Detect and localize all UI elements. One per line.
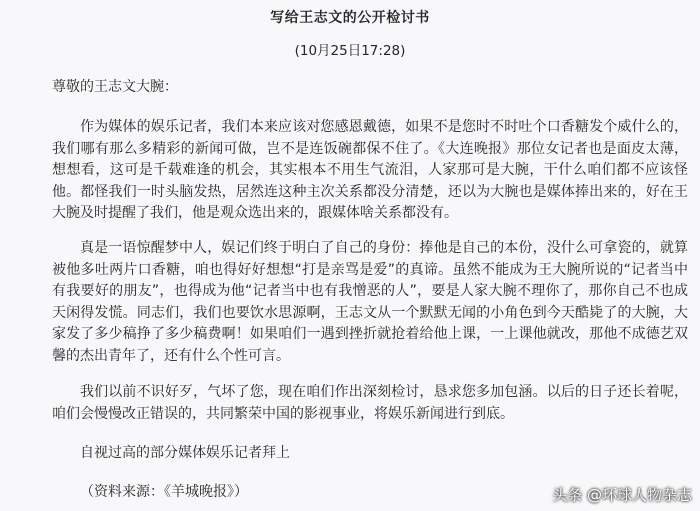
- watermark-text: 头条 @环球人物杂志: [552, 486, 692, 504]
- letter-greeting: 尊敬的王志文大腕：: [52, 79, 178, 95]
- letter-signature: 自视过高的部分媒体娱乐记者拜上: [80, 445, 290, 461]
- document-title: 写给王志文的公开检讨书: [270, 10, 430, 26]
- source-citation: （资料来源：《羊城晚报》）: [80, 484, 248, 500]
- document-date: (10月25日17:28): [294, 43, 406, 59]
- body-paragraph-1: 作为媒体的娱乐记者，我们本来应该对您感恩戴德，如果不是您时不时吐个口香糖发个威什么的，我们哪有那么多精彩的新闻可做，岂不是连饭碗都保不住了。《大连晚报》那位女记者也是面皮太薄，想想看，这可是千载难逢的机会，其实根本不用生气流泪，人家那可是大腕，干什么咱们都不应该怪他。都怪我们一时头脑发热，居然连这种主次关系都没分清楚，还以为大腕也是媒体捧出来的，好在王大腕及时提醒了我们，他是观众选出来的，跟媒体啥关系都没有。: [52, 119, 688, 221]
- body-paragraph-2: 真是一语惊醒梦中人，娱记们终于明白了自己的身份：捧他是自己的本份，没什么可拿瓷的，就算被他多吐两片口香糖，咱也得好好想想“打是亲骂是爱”的真谛。虽然不能成为王大腕所说的“记者当中有我要好的朋友”，也得成为他“记者当中也有我憎恶的人”，要是人家大腕不理你了，那你自己不也成天闲得发慌。同志们，我们也要饮水思源啊，王志文从一个默默无闻的小角色到今天酷毙了的大腕，大家发了多少稿挣了多少稿费啊！如果咱们一遇到挫折就抢着给他上课，一上课他就改，那他不成德艺双馨的杰出青年了，还有什么个性可言。: [52, 240, 688, 364]
- body-paragraph-3: 我们以前不识好歹，气坏了您，现在咱们作出深刻检讨，恳求您多加包涵。以后的日子还长着呢，咱们会慢慢改正错误的，共同繁荣中国的影视事业，将娱乐新闻进行到底。: [52, 384, 688, 422]
